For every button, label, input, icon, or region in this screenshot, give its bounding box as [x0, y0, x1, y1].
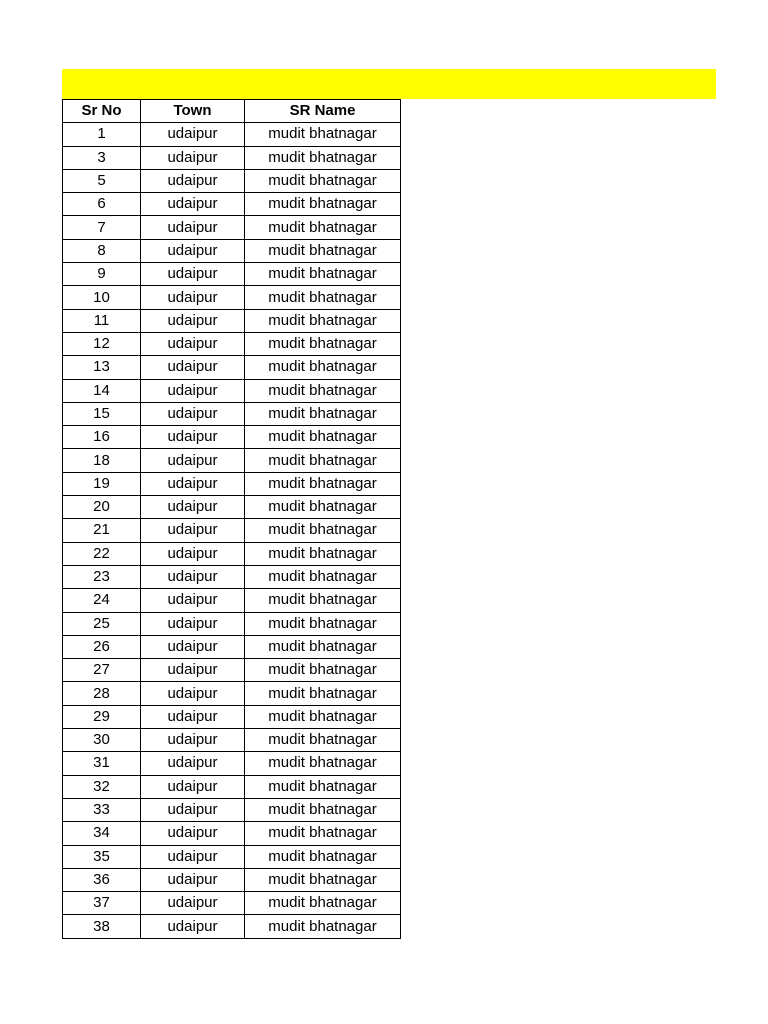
- cell-sr-no: 27: [63, 659, 141, 682]
- cell-sr-name: mudit bhatnagar: [245, 309, 401, 332]
- cell-sr-no: 6: [63, 193, 141, 216]
- cell-town: udaipur: [141, 309, 245, 332]
- cell-sr-name: mudit bhatnagar: [245, 402, 401, 425]
- cell-sr-no: 22: [63, 542, 141, 565]
- cell-town: udaipur: [141, 752, 245, 775]
- table-row: [63, 216, 401, 239]
- header-sr-name: SR Name: [245, 100, 401, 123]
- cell-town: udaipur: [141, 426, 245, 449]
- cell-town: udaipur: [141, 659, 245, 682]
- cell-sr-no: 23: [63, 565, 141, 588]
- cell-town: udaipur: [141, 775, 245, 798]
- cell-sr-name: mudit bhatnagar: [245, 216, 401, 239]
- cell-town: udaipur: [141, 402, 245, 425]
- cell-sr-no: 19: [63, 472, 141, 495]
- cell-sr-name: mudit bhatnagar: [245, 635, 401, 658]
- cell-sr-no: 15: [63, 402, 141, 425]
- header-row: [63, 100, 401, 123]
- cell-sr-no: 7: [63, 216, 141, 239]
- cell-sr-name: mudit bhatnagar: [245, 822, 401, 845]
- cell-sr-name: mudit bhatnagar: [245, 845, 401, 868]
- cell-sr-name: mudit bhatnagar: [245, 193, 401, 216]
- cell-sr-no: 30: [63, 729, 141, 752]
- cell-town: udaipur: [141, 216, 245, 239]
- table-row: [63, 635, 401, 658]
- cell-sr-name: mudit bhatnagar: [245, 519, 401, 542]
- table-row: [63, 426, 401, 449]
- cell-sr-no: 18: [63, 449, 141, 472]
- cell-sr-name: mudit bhatnagar: [245, 542, 401, 565]
- cell-sr-no: 12: [63, 332, 141, 355]
- cell-sr-no: 9: [63, 263, 141, 286]
- cell-sr-no: 21: [63, 519, 141, 542]
- cell-sr-no: 1: [63, 123, 141, 146]
- cell-town: udaipur: [141, 892, 245, 915]
- cell-sr-name: mudit bhatnagar: [245, 379, 401, 402]
- cell-town: udaipur: [141, 565, 245, 588]
- cell-sr-name: mudit bhatnagar: [245, 892, 401, 915]
- cell-town: udaipur: [141, 729, 245, 752]
- cell-sr-name: mudit bhatnagar: [245, 775, 401, 798]
- cell-town: udaipur: [141, 612, 245, 635]
- cell-sr-no: 28: [63, 682, 141, 705]
- header-town: Town: [141, 100, 245, 123]
- cell-sr-name: mudit bhatnagar: [245, 146, 401, 169]
- cell-sr-name: mudit bhatnagar: [245, 449, 401, 472]
- cell-town: udaipur: [141, 123, 245, 146]
- table-row: [63, 868, 401, 891]
- cell-sr-name: mudit bhatnagar: [245, 169, 401, 192]
- cell-town: udaipur: [141, 472, 245, 495]
- table-row: [63, 496, 401, 519]
- table-row: [63, 682, 401, 705]
- cell-sr-no: 37: [63, 892, 141, 915]
- cell-sr-no: 35: [63, 845, 141, 868]
- table-row: [63, 169, 401, 192]
- cell-sr-no: 38: [63, 915, 141, 938]
- table-row: [63, 519, 401, 542]
- table-row: [63, 822, 401, 845]
- cell-sr-no: 14: [63, 379, 141, 402]
- cell-sr-name: mudit bhatnagar: [245, 565, 401, 588]
- cell-sr-no: 29: [63, 705, 141, 728]
- table-row: [63, 379, 401, 402]
- cell-town: udaipur: [141, 635, 245, 658]
- cell-sr-no: 5: [63, 169, 141, 192]
- table-row: [63, 892, 401, 915]
- cell-sr-no: 36: [63, 868, 141, 891]
- table-row: [63, 612, 401, 635]
- table-row: [63, 449, 401, 472]
- cell-sr-name: mudit bhatnagar: [245, 263, 401, 286]
- cell-sr-name: mudit bhatnagar: [245, 798, 401, 821]
- cell-sr-name: mudit bhatnagar: [245, 729, 401, 752]
- cell-sr-name: mudit bhatnagar: [245, 286, 401, 309]
- highlight-bar: [62, 69, 716, 99]
- cell-sr-name: mudit bhatnagar: [245, 868, 401, 891]
- table-row: [63, 798, 401, 821]
- cell-town: udaipur: [141, 519, 245, 542]
- cell-town: udaipur: [141, 286, 245, 309]
- cell-sr-name: mudit bhatnagar: [245, 123, 401, 146]
- cell-town: udaipur: [141, 915, 245, 938]
- table-row: [63, 193, 401, 216]
- cell-sr-name: mudit bhatnagar: [245, 472, 401, 495]
- cell-sr-name: mudit bhatnagar: [245, 659, 401, 682]
- table-row: [63, 659, 401, 682]
- cell-sr-name: mudit bhatnagar: [245, 752, 401, 775]
- cell-town: udaipur: [141, 146, 245, 169]
- table-row: [63, 309, 401, 332]
- cell-sr-no: 33: [63, 798, 141, 821]
- cell-town: udaipur: [141, 169, 245, 192]
- cell-sr-name: mudit bhatnagar: [245, 426, 401, 449]
- cell-town: udaipur: [141, 356, 245, 379]
- cell-sr-no: 32: [63, 775, 141, 798]
- table-row: [63, 775, 401, 798]
- table-row: [63, 589, 401, 612]
- cell-town: udaipur: [141, 822, 245, 845]
- cell-sr-name: mudit bhatnagar: [245, 496, 401, 519]
- cell-sr-no: 26: [63, 635, 141, 658]
- data-table: [62, 99, 401, 939]
- table-row: [63, 565, 401, 588]
- cell-town: udaipur: [141, 589, 245, 612]
- table-row: [63, 705, 401, 728]
- cell-sr-name: mudit bhatnagar: [245, 682, 401, 705]
- table-row: [63, 239, 401, 262]
- cell-sr-name: mudit bhatnagar: [245, 589, 401, 612]
- table-row: [63, 752, 401, 775]
- table-row: [63, 146, 401, 169]
- header-sr-no: Sr No: [63, 100, 141, 123]
- cell-town: udaipur: [141, 845, 245, 868]
- cell-town: udaipur: [141, 798, 245, 821]
- cell-sr-no: 24: [63, 589, 141, 612]
- cell-sr-no: 25: [63, 612, 141, 635]
- table-row: [63, 263, 401, 286]
- table-row: [63, 356, 401, 379]
- cell-sr-name: mudit bhatnagar: [245, 915, 401, 938]
- table-row: [63, 402, 401, 425]
- cell-town: udaipur: [141, 379, 245, 402]
- cell-sr-name: mudit bhatnagar: [245, 705, 401, 728]
- table-row: [63, 542, 401, 565]
- cell-sr-no: 13: [63, 356, 141, 379]
- table-row: [63, 123, 401, 146]
- cell-sr-name: mudit bhatnagar: [245, 612, 401, 635]
- cell-town: udaipur: [141, 193, 245, 216]
- cell-town: udaipur: [141, 332, 245, 355]
- cell-sr-name: mudit bhatnagar: [245, 356, 401, 379]
- table-body: [63, 123, 401, 938]
- cell-town: udaipur: [141, 496, 245, 519]
- cell-sr-no: 10: [63, 286, 141, 309]
- cell-sr-no: 11: [63, 309, 141, 332]
- cell-sr-no: 31: [63, 752, 141, 775]
- table-row: [63, 332, 401, 355]
- cell-sr-no: 16: [63, 426, 141, 449]
- cell-sr-no: 34: [63, 822, 141, 845]
- cell-town: udaipur: [141, 705, 245, 728]
- cell-town: udaipur: [141, 263, 245, 286]
- cell-town: udaipur: [141, 682, 245, 705]
- table-row: [63, 845, 401, 868]
- table-row: [63, 915, 401, 938]
- cell-town: udaipur: [141, 239, 245, 262]
- table-row: [63, 472, 401, 495]
- cell-sr-name: mudit bhatnagar: [245, 332, 401, 355]
- cell-town: udaipur: [141, 542, 245, 565]
- cell-sr-no: 3: [63, 146, 141, 169]
- cell-town: udaipur: [141, 868, 245, 891]
- table-row: [63, 286, 401, 309]
- cell-sr-name: mudit bhatnagar: [245, 239, 401, 262]
- cell-sr-no: 8: [63, 239, 141, 262]
- cell-sr-no: 20: [63, 496, 141, 519]
- cell-town: udaipur: [141, 449, 245, 472]
- table-row: [63, 729, 401, 752]
